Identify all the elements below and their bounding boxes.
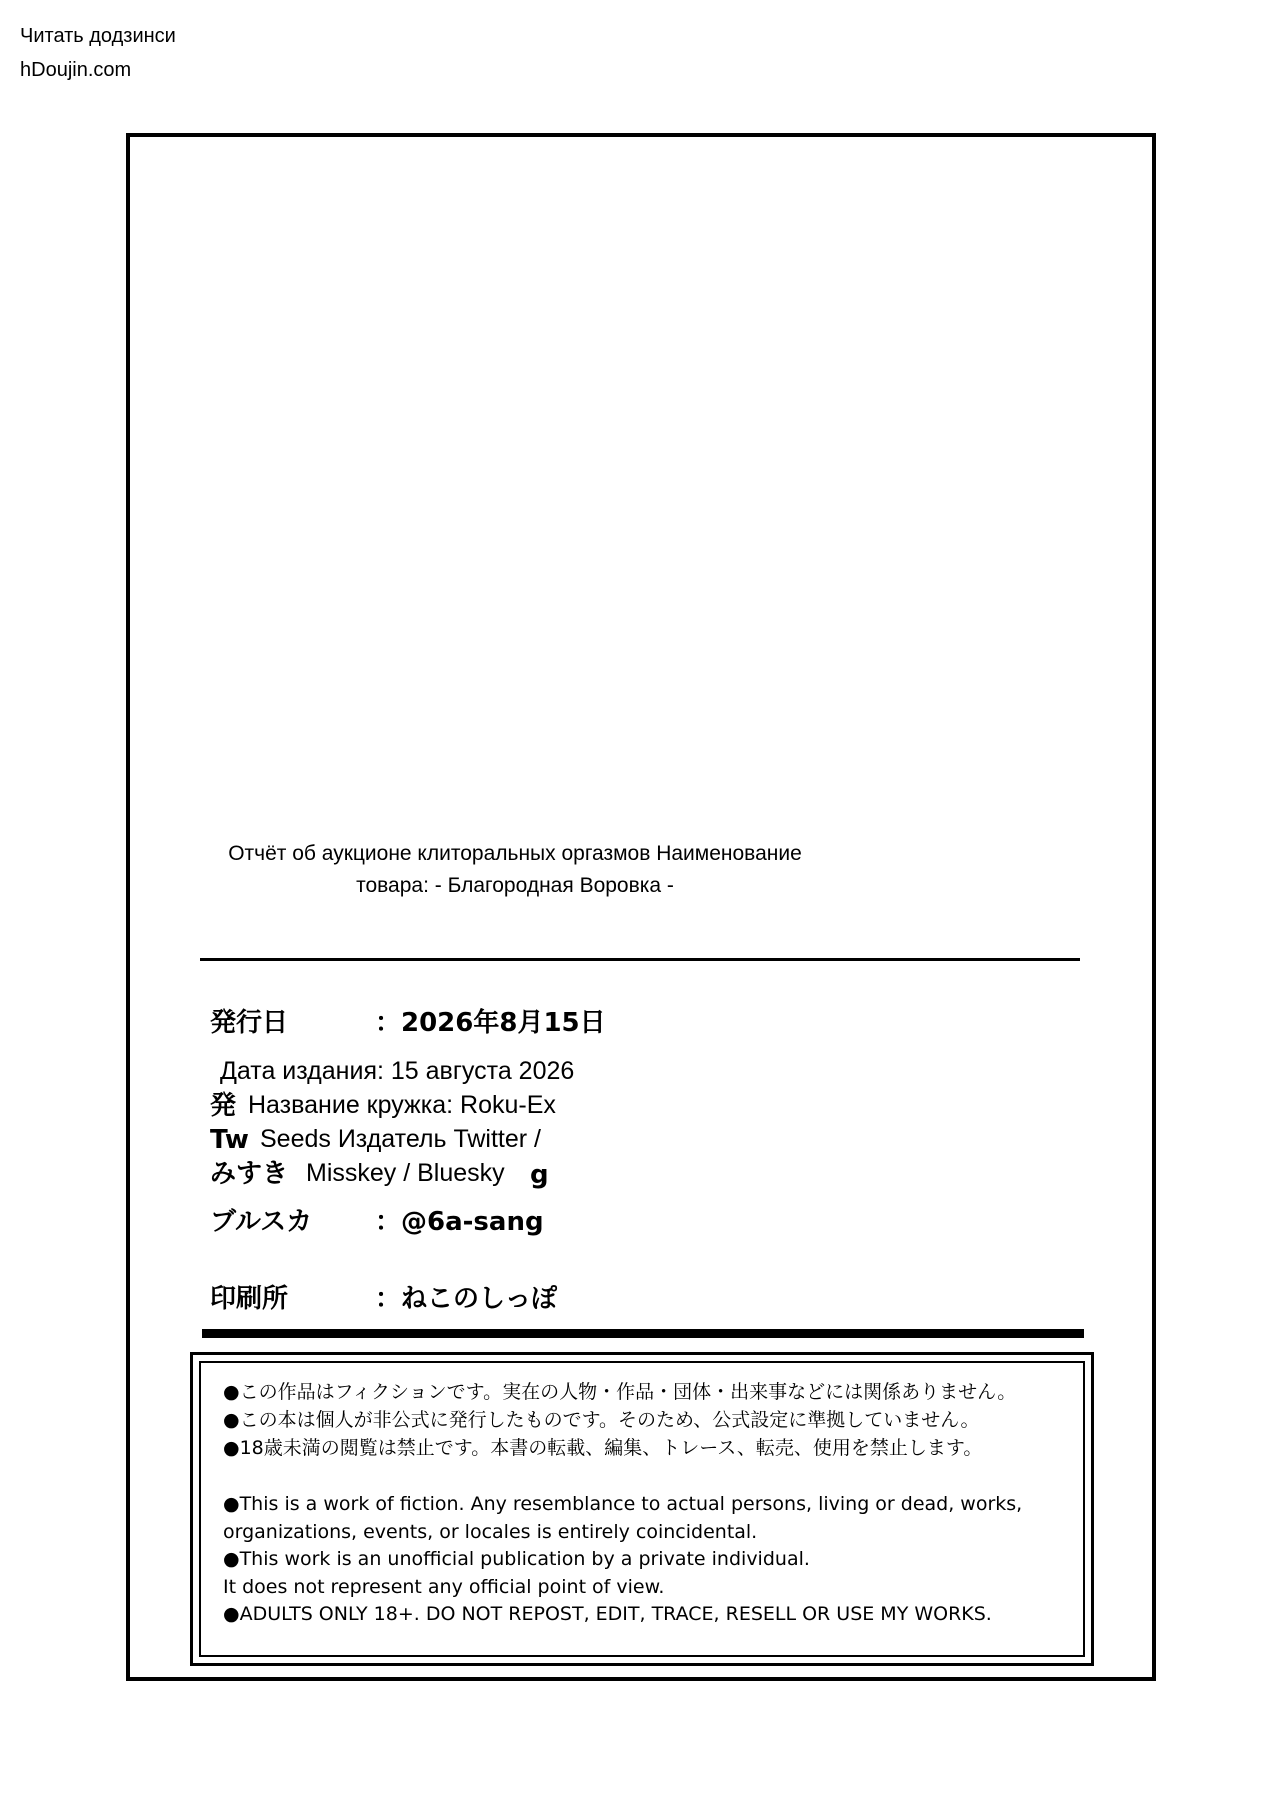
title-line-1: Отчёт об аукционе клиторальных оргазмов Наименование [228,842,802,865]
notice-box-inner [199,1361,1085,1657]
notice-en-unofficial-cont: It does not represent any official point of view. [223,1576,665,1598]
watermark-site-url: hDoujin.com [20,59,132,81]
circle-label-partial: 発 [210,1091,237,1121]
date-label: 発行日 [210,1008,289,1038]
overlay-socials: Misskey / Bluesky [304,1156,507,1190]
date-value: ：2026年8月15日 [375,1008,606,1038]
misskey-value-partial: g [530,1160,549,1190]
title-line-2: товара: - Благородная Воровка - [356,874,674,897]
notice-en-unofficial: ●This work is an unofficial publication by a private individual. [223,1548,810,1570]
notice-en-fiction: ●This is a work of fiction. Any resemblance to actual persons, living or dead, works, [223,1493,1023,1515]
notice-jp-unofficial: ●この本は個人が非公式に発行したものです。そのため、公式設定に準拠していません。 [223,1409,980,1431]
printer-label: 印刷所 [210,1284,289,1314]
divider-bottom [202,1329,1084,1338]
notice-jp-age: ●18歳未満の閲覧は禁止です。本書の転載、編集、トレース、転売、使用を禁止します。 [223,1437,983,1459]
translated-title [210,838,820,902]
notice-en-adults: ●ADULTS ONLY 18+. DO NOT REPOST, EDIT, TRACE, RESELL OR USE MY WORKS. [223,1603,992,1625]
divider-top [200,958,1080,961]
overlay-circle-name: Название кружка: Roku-Ex [246,1088,558,1122]
overlay-publication-date: Дата издания: 15 августа 2026 [218,1054,576,1088]
bluesky-value: ：@6a-sang [375,1207,544,1237]
notice-en-fiction-cont: organizations, events, or locales is entirely coincidental. [223,1521,758,1543]
notice-jp-fiction: ●この作品はフィクションです。実在の人物・作品・団体・出来事などには関係ありません。 [223,1381,1017,1403]
misskey-label-partial: みすき [210,1159,289,1189]
printer-value: ：ねこのしっぽ [375,1284,558,1314]
twitter-label-partial: Tw [210,1125,249,1155]
watermark-site-text: Читать додзинси [20,25,176,47]
notice-box [190,1352,1094,1666]
bluesky-label: ブルスカ [210,1207,313,1237]
overlay-publisher: Seeds Издатель Twitter / [258,1122,543,1156]
